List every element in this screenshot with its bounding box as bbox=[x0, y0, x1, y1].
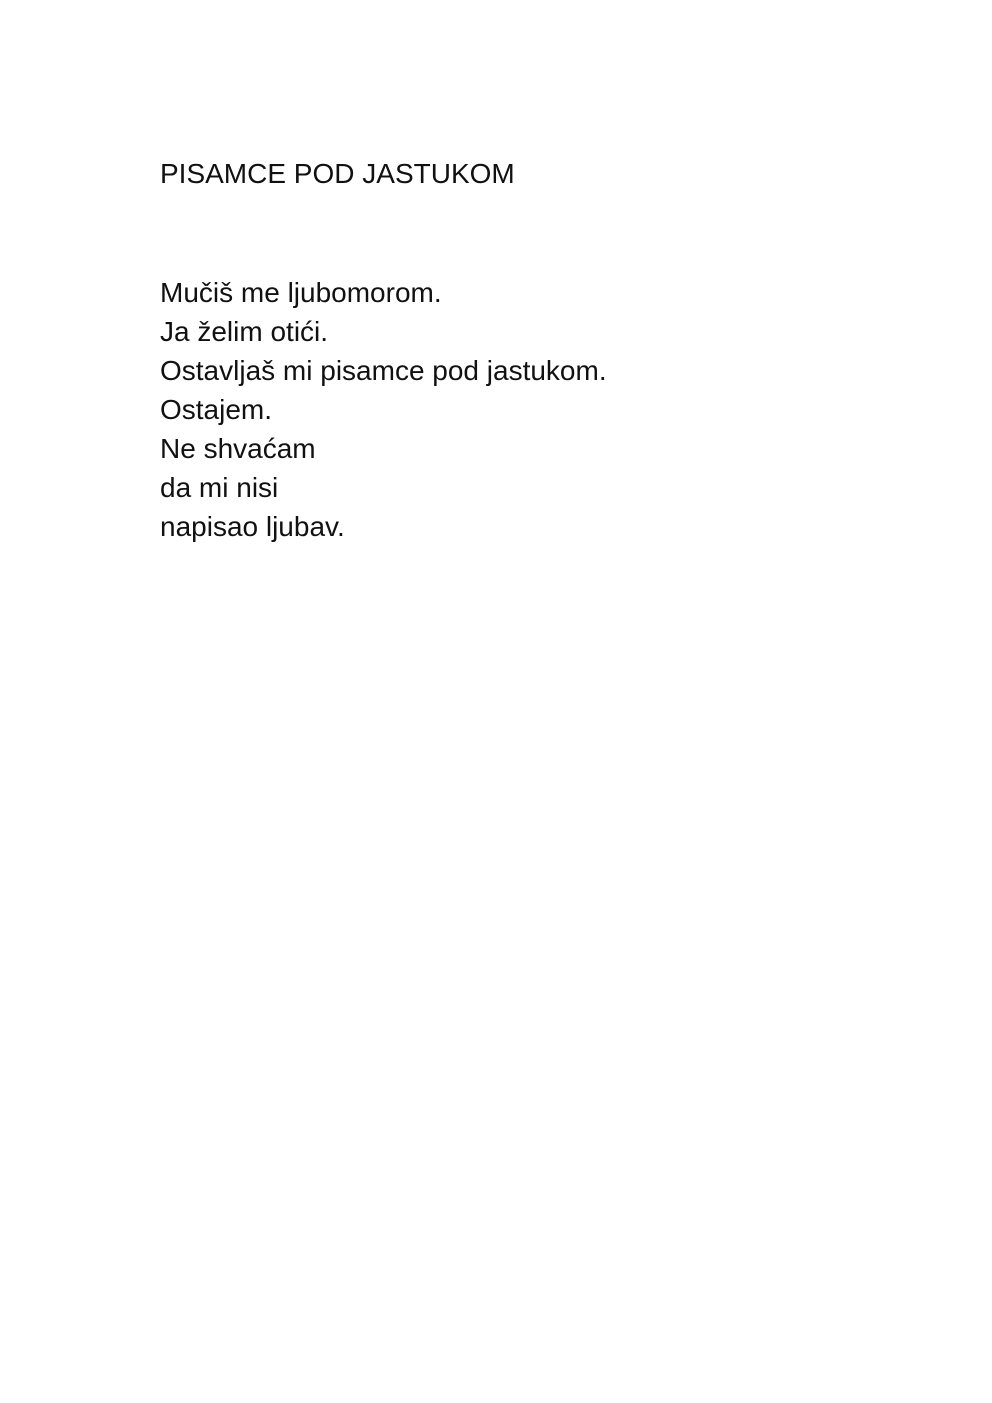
poem-line: Mučiš me ljubomorom. bbox=[160, 277, 442, 308]
poem-line: da mi nisi bbox=[160, 472, 279, 503]
poem-body bbox=[160, 273, 607, 546]
poem-title: PISAMCE POD JASTUKOM bbox=[160, 158, 515, 189]
poem-line: Ostavljaš mi pisamce pod jastukom. bbox=[160, 355, 607, 386]
poem-line: Ostajem. bbox=[160, 394, 273, 425]
poem-line: Ne shvaćam bbox=[160, 433, 316, 464]
poem-line: napisao ljubav. bbox=[160, 511, 345, 542]
poem-line: Ja želim otići. bbox=[160, 316, 329, 347]
